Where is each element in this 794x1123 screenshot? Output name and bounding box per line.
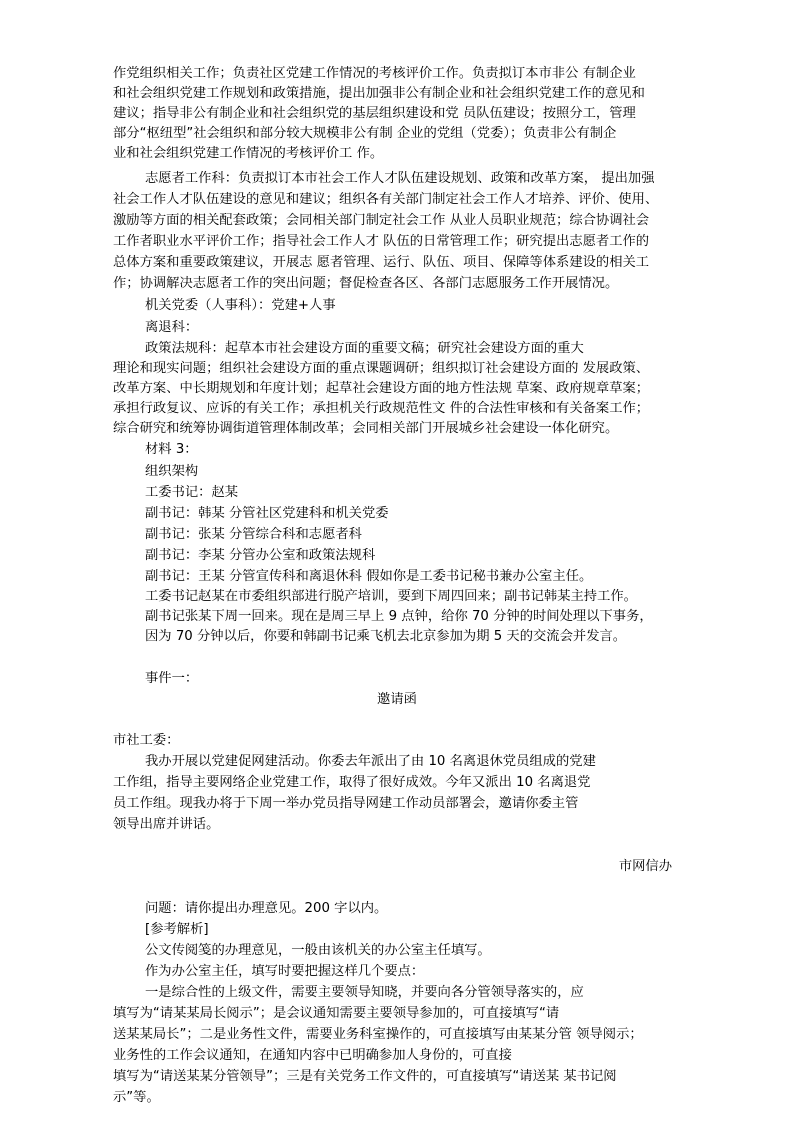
text-line: 部分“枢纽型”社会组织和部分较大规模非公有制 企业的党组（党委）；负责非公有制企: [113, 126, 617, 141]
text-line: 工委书记：赵某: [145, 485, 239, 500]
text-line: 作党组织相关工作；负责社区党建工作情况的考核评价工作。负责拟订本市非公 有制企业: [113, 66, 636, 81]
text-line: 社会工作人才队伍建设的意见和建议；组织各有关部门制定社会工作人才培养、评价、使用、: [113, 192, 659, 207]
text-line: 作为办公室主任，填写时要把握这样几个要点：: [145, 964, 425, 979]
text-line: 副书记张某下周一回来。现在是周三早上 9 点钟，给你 70 分钟的时间处理以下事务，: [145, 609, 653, 624]
text-line: 激励等方面的相关配套政策；会同相关部门制定社会工作 从业人员职业规范；综合协调社会: [113, 213, 650, 228]
text-line: 公文传阅笺的办理意见，一般由该机关的办公室主任填写。: [145, 943, 491, 958]
text-line: 和社会组织党建工作规划和政策措施，提出加强非公有制企业和社会组织党建工作的意见和: [113, 86, 645, 101]
letter-body-line: 工作组，指导主要网络企业党建工作，取得了很好成效。今年又派出 10 名离退党: [113, 775, 591, 790]
letter-body-line: 我办开展以党建促网建活动。你委去年派出了由 10 名离退休党员组成的党建: [145, 754, 596, 769]
letter-signature: 市网信办: [618, 859, 672, 874]
text-line: 副书记：韩某 分管社区党建科和机关党委: [145, 506, 389, 521]
text-line: 送某某局长”；二是业务性文件，需要业务科室操作的，可直接填写由某某分管 领导阅示；: [113, 1027, 643, 1042]
text-line: 理论和现实问题；组织社会建设方面的重点课题调研；组织拟订社会建设方面的 发展政策、: [113, 361, 650, 376]
text-line: 离退科：: [145, 320, 199, 335]
letter-title: 邀请函: [377, 692, 417, 707]
text-line: 填写为“请某某局长阅示”；是会议通知需要主要领导参加的，可直接填写“请: [113, 1006, 560, 1021]
text-line: 机关党委（人事科）：党建+人事: [145, 298, 336, 313]
text-line: 建议；指导非公有制企业和社会组织党的基层组织建设和党 员队伍建设；按照分工，管理: [113, 106, 636, 121]
text-line: 改革方案、中长期规划和年度计划；起草社会建设方面的地方性法规 草案、政府规章草案；: [113, 381, 650, 396]
question-prompt: 问题：请你提出办理意见。200 字以内。: [145, 901, 388, 916]
text-line: 材料 3：: [145, 442, 198, 457]
text-line: 因为 70 分钟以后，你要和韩副书记乘飞机去北京参加为期 5 天的交流会并发言。: [145, 629, 627, 644]
text-line: 一是综合性的上级文件，需要主要领导知晓，并要向各分管领导落实的，应: [145, 985, 584, 1000]
text-line: 填写为“请送某某分管领导”；三是有关党务工作文件的，可直接填写“请送某 某书记阅: [113, 1069, 617, 1084]
letter-body-line: 领导出席并讲话。: [113, 817, 220, 832]
text-line: 作；协调解决志愿者工作的突出问题；督促检查各区、各部门志愿服务工作开展情况。: [113, 276, 619, 291]
text-line: 总体方案和重要政策建议，开展志 愿者管理、运行、队伍、项目、保障等体系建设的相关工: [113, 255, 650, 270]
letter-salutation: 市社工委：: [113, 733, 180, 748]
text-line: 副书记：王某 分管宣传科和离退休科 假如你是工委书记秘书兼办公室主任。: [145, 569, 593, 584]
reference-label: [参考解析]: [145, 922, 209, 937]
text-line: 业和社会组织党建工作情况的考核评价工 作。: [113, 146, 384, 161]
text-line: 综合研究和统筹协调街道管理体制改革；会同相关部门开展城乡社会建设一体化研究。: [113, 421, 619, 436]
text-line: 工委书记赵某在市委组织部进行脱产培训，要到下周四回来；副书记韩某主持工作。: [145, 589, 637, 604]
text-line: 示”等。: [113, 1090, 160, 1105]
text-line: 组织架构: [145, 464, 199, 479]
text-line: 副书记：李某 分管办公室和政策法规科: [145, 548, 376, 563]
text-line: 业务性的工作会议通知，在通知内容中已明确参加人身份的，可直接: [113, 1048, 512, 1063]
letter-body-line: 员工作组。现我办将于下周一举办党员指导网建工作动员部署会，邀请你委主管: [113, 796, 579, 811]
text-line: 承担行政复议、应诉的有关工作；承担机关行政规范性文 件的合法性审核和有关备案工作；: [113, 401, 650, 416]
text-line: 副书记：张某 分管综合科和志愿者科: [145, 527, 362, 542]
text-line: 志愿者工作科：负责拟订本市社会工作人才队伍建设规划、政策和改革方案， 提出加强: [145, 171, 655, 186]
text-line: 工作者职业水平评价工作；指导社会工作人才 队伍的日常管理工作；研究提出志愿者工作的: [113, 234, 650, 249]
text-line: 政策法规科：起草本市社会建设方面的重要文稿；研究社会建设方面的重大: [145, 341, 584, 356]
event-heading: 事件一：: [145, 671, 199, 686]
